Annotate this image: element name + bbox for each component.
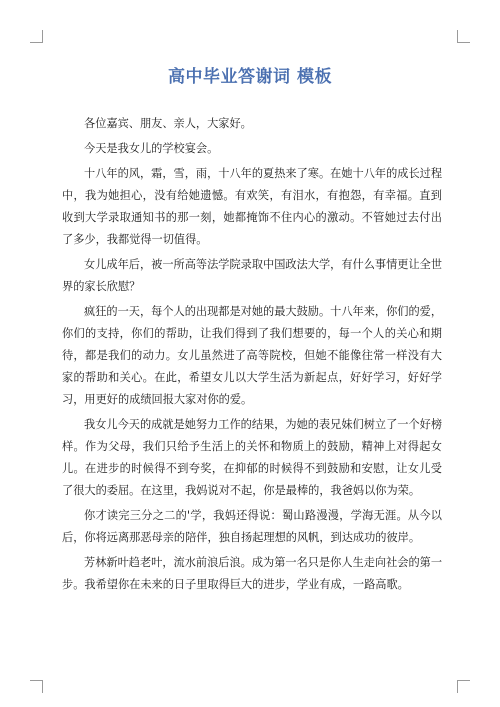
- paragraph-occasion: 今天是我女儿的学校宴会。: [84, 142, 219, 155]
- paragraph-achievement: 我女儿今天的成就是她努力工作的结果，为她的表兄妹们树立了一个好榜样。作为父母，我们只给予生活上的关怀和物质上的鼓励，精神上对得起女儿。在进步的时候得不到夸奖，在抑郁的时候得不到鼓励和安慰，让女儿受了很大的委屈。在这里，我妈说对不起，你是最棒的，我爸妈以你为荣。: [62, 418, 443, 497]
- document-title: 高中毕业答谢词 模板: [168, 67, 332, 87]
- paragraph-thanks: 疯狂的一天，每个人的出现都是对她的最大鼓励。十八年来，你们的爱，你们的支持，你们的帮助，让我们得到了我们想要的，每一个人的关心和期待，都是我们的动力。女儿虽然进了高等院校，但她不能像往常一样没有大家的帮助和关心。在此，希望女儿以大学生活为新起点，好好学习，好好学习，用更好的成绩回报大家对你的爱。: [62, 305, 443, 406]
- paragraph-encouragement: 你才读完三分之二的'学，我妈还得说：蜀山路漫漫，学海无涯。从今以后，你将远离那恶母亲的陪伴，独自扬起理想的风帆，到达成功的彼岸。: [62, 509, 442, 544]
- crop-mark-bottom-right: [457, 680, 470, 693]
- crop-mark-top-right: [457, 30, 470, 43]
- crop-mark-top-left: [30, 30, 43, 43]
- paragraph-growth: 十八年的风，霜，雪，雨，十八年的夏热来了寒。在她十八年的成长过程中，我为她担心，没有给她遗憾。有欢笑，有泪水，有抱怨，有幸福。直到收到大学录取通知书的那一刻，她都掩饰不住内心的激动。不管她过去付出了多少，我都觉得一切值得。: [62, 167, 443, 246]
- document-body: [62, 113, 442, 599]
- paragraph-greeting: 各位嘉宾、朋友、亲人，大家好。: [84, 117, 252, 130]
- paragraph-admission: 女儿成年后，被一所高等法学院录取中国政法大学，有什么事情更让全世界的家长欣慰？: [62, 258, 443, 293]
- crop-mark-bottom-left: [30, 680, 43, 693]
- paragraph-closing: 芳林新叶趋老叶，流水前浪后浪。成为第一名只是你人生走向社会的第一步。我希望你在未来的日子里取得巨大的进步，学业有成，一路高歌。: [62, 556, 443, 591]
